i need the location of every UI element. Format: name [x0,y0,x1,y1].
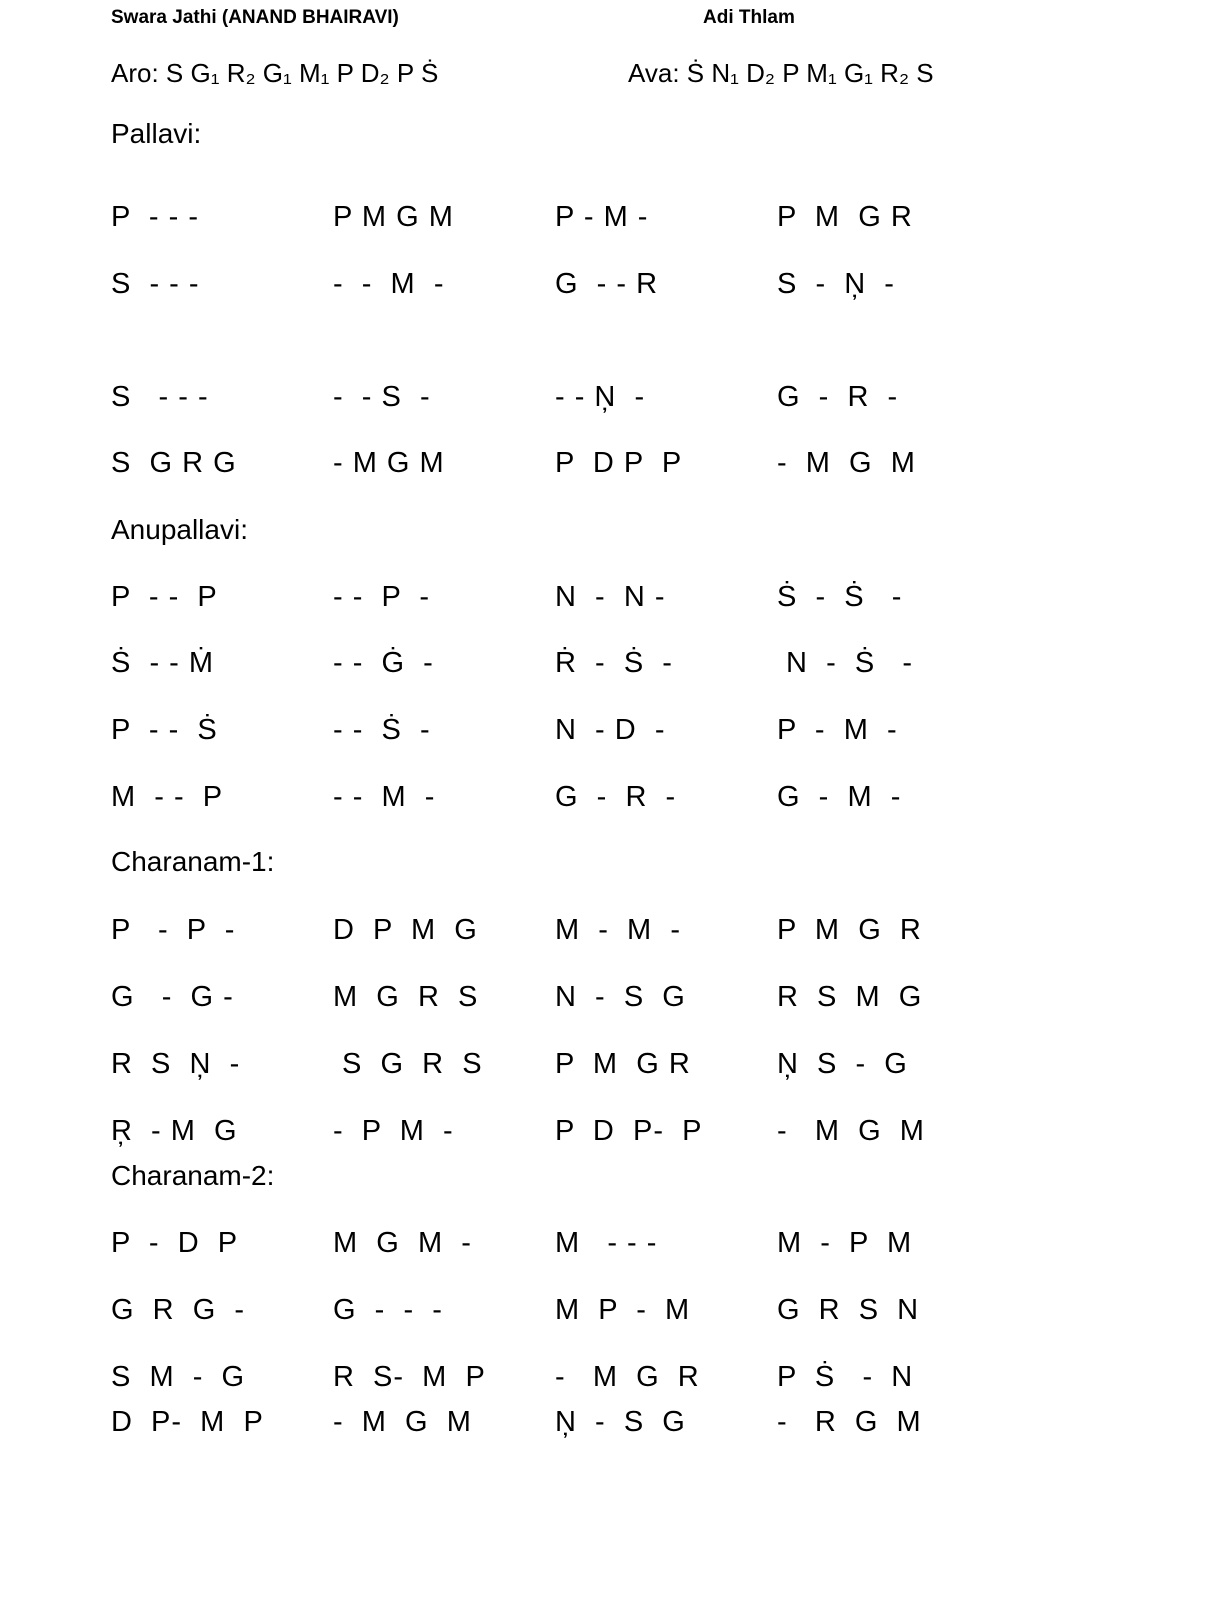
notation-cell: G - R - [777,381,899,413]
notation-row [0,1227,1208,1263]
notation-row [0,914,1208,950]
notation-cell: P M G R [777,914,922,946]
notation-row [0,1406,1208,1442]
notation-row [0,447,1208,483]
notation-cell: P - P - [111,914,236,946]
notation-cell: G - G - [111,981,234,1013]
notation-cell: P - D P [111,1227,239,1259]
notation-cell: M G M - [333,1227,472,1259]
notation-cell: P - - P [111,581,218,613]
notation-cell: G R G - [111,1294,246,1326]
section-heading-pallavi: Pallavi: [111,118,202,149]
notation-cell: N̦ - S G [555,1406,686,1438]
notation-cell: - - Ġ - [333,647,434,679]
section-heading-charanam-2: Charanam-2: [111,1160,275,1191]
notation-row [0,381,1208,417]
notation-cell: - - Ṡ - [333,714,431,746]
arohanam: Aro: S G₁ R₂ G₁ M₁ P D₂ P Ṡ [111,58,439,88]
notation-cell: P - - - [111,201,200,233]
notation-cell: M P - M [555,1294,691,1326]
notation-row [0,268,1208,304]
notation-cell: - M G R [555,1361,700,1393]
notation-row [0,1294,1208,1330]
notation-cell: - R G M [777,1406,922,1438]
notation-cell: - - N̦ - [555,381,646,413]
header-title: Swara Jathi (ANAND BHAIRAVI) [111,7,399,28]
notation-cell: Ṡ - - Ṁ [111,647,215,679]
notation-cell: N - D - [555,714,666,746]
notation-cell: S - - - [111,381,209,413]
notation-cell: P - M - [777,714,898,746]
notation-row [0,781,1208,817]
notation-cell: N - Ṡ - [777,647,914,679]
notation-row [0,1115,1208,1151]
notation-cell: S M - G [111,1361,246,1393]
notation-cell: P M G M [333,201,454,233]
notation-cell: - - M - [333,781,436,813]
notation-cell: G - M - [777,781,902,813]
notation-cell: - M G M [777,1115,925,1147]
notation-cell: Ṡ - Ṡ - [777,581,903,613]
notation-cell: S G R S [333,1048,483,1080]
notation-cell: - M G M [333,1406,472,1438]
notation-cell: G R S N [777,1294,920,1326]
notation-row [0,981,1208,1017]
notation-row [0,1361,1208,1397]
notation-cell: G - - R [555,268,659,300]
notation-cell: P Ṡ - N [777,1361,914,1393]
notation-cell: - M G M [333,447,445,479]
notation-cell: S G R G [111,447,237,479]
notation-cell: N̦ S - G [777,1048,908,1080]
notation-cell: - - M - [333,268,445,300]
notation-cell: P M G R [555,1048,691,1080]
notation-cell: G - - - [333,1294,443,1326]
notation-row [0,201,1208,237]
notation-cell: D P- M P [111,1406,264,1438]
section-heading-anupallavi: Anupallavi: [111,514,248,545]
notation-row [0,581,1208,617]
notation-cell: S - N̦ - [777,268,895,300]
notation-cell: M - - - [555,1227,658,1259]
notation-cell: - - S - [333,381,431,413]
avarohanam: Ava: Ṡ N₁ D₂ P M₁ G₁ R₂ S [628,58,934,88]
notation-cell: - P M - [333,1115,454,1147]
notation-row [0,1048,1208,1084]
notation-cell: P D P- P [555,1115,703,1147]
notation-cell: S - - - [111,268,200,300]
notation-cell: M - M - [555,914,681,946]
notation-cell: R̦ - M G [111,1115,238,1147]
notation-cell: Ṙ - Ṡ - [555,647,673,679]
header-tala: Adi Thlam [703,7,795,28]
notation-cell: N - N - [555,581,666,613]
notation-cell: - - P - [333,581,431,613]
notation-cell: M - - P [111,781,224,813]
notation-cell: D P M G [333,914,478,946]
notation-cell: G - R - [555,781,677,813]
notation-row [0,647,1208,683]
notation-cell: P M G R [777,201,913,233]
notation-cell: M G R S [333,981,479,1013]
notation-cell: R S- M P [333,1361,486,1393]
notation-cell: P - - Ṡ [111,714,218,746]
section-heading-charanam-1: Charanam-1: [111,846,275,877]
notation-cell: N - S G [555,981,686,1013]
notation-row [0,714,1208,750]
notation-cell: M - P M [777,1227,913,1259]
notation-cell: P - M - [555,201,649,233]
notation-cell: - M G M [777,447,916,479]
notation-cell: P D P P [555,447,683,479]
notation-cell: R S M G [777,981,923,1013]
notation-cell: R S N̦ - [111,1048,241,1080]
